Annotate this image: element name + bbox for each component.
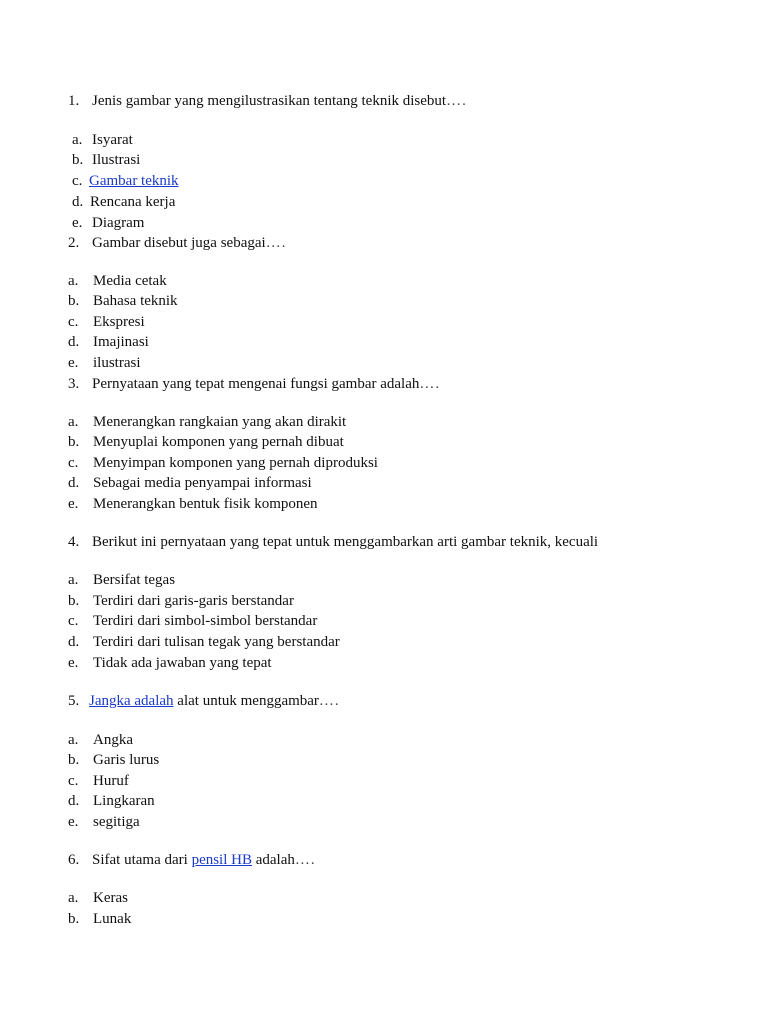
question-text: Jenis gambar yang mengilustrasikan tentang teknik disebut…. <box>92 93 467 109</box>
question-number: 1. <box>68 93 80 109</box>
question-number: 2. <box>68 235 80 251</box>
question-text: Jangka adalah alat untuk menggambar…. <box>89 693 340 709</box>
question-number: 4. <box>68 534 80 550</box>
question-text: Gambar disebut juga sebagai…. <box>92 235 287 251</box>
question-number: 6. <box>68 852 80 868</box>
link-gambar-teknik[interactable]: Gambar teknik <box>89 173 179 189</box>
link-pensil-hb[interactable]: pensil HB <box>191 852 252 868</box>
question-number: 5. <box>68 693 80 709</box>
document-page: 1. Jenis gambar yang mengilustrasikan tentang teknik disebut…. a. Isyarat b. Ilustrasi c. Gambar teknik d. Rencana kerja e. Diagram 2. Gambar disebut juga sebagai…. a. Media cetak b. Bahasa teknik c. Ekspresi d. Imajinasi e. ilustrasi 3. Pernyataan yang tepat mengenai fungsi gambar adalah…. a. Menerangkan rangkaian yang akan dirakit b. Menyuplai komponen yang pernah dibuat c. Menyimpan komponen yang pernah diproduksi d. Sebagai media penyampai informasi e. Menerangkan bentuk fisik komponen 4. Berikut ini pernyataan yang tepat untuk menggambarkan arti gambar teknik, kecuali a. Bersifat tegas b. Terdiri dari garis-garis berstandar c. Terdiri dari simbol-simbol berstandar d. Terdiri dari tulisan tegak yang berstandar e. Tidak ada jawaban yang tepat 5. Jangka adalah alat untuk menggambar…. a. Angka b. Garis lurus c. Huruf d. Lingkaran e. segitiga 6. Sifat utama dari pensil HB adalah…. a. Keras b. Lunak <box>68 93 599 927</box>
question-text: Berikut ini pernyataan yang tepat untuk menggambarkan arti gambar teknik, kecuali <box>92 534 599 550</box>
question-number: 3. <box>68 376 80 392</box>
question-text: Sifat utama dari pensil HB adalah…. <box>92 852 316 868</box>
question-text: Pernyataan yang tepat mengenai fungsi gambar adalah…. <box>92 376 441 392</box>
link-jangka-adalah[interactable]: Jangka adalah <box>89 693 174 709</box>
